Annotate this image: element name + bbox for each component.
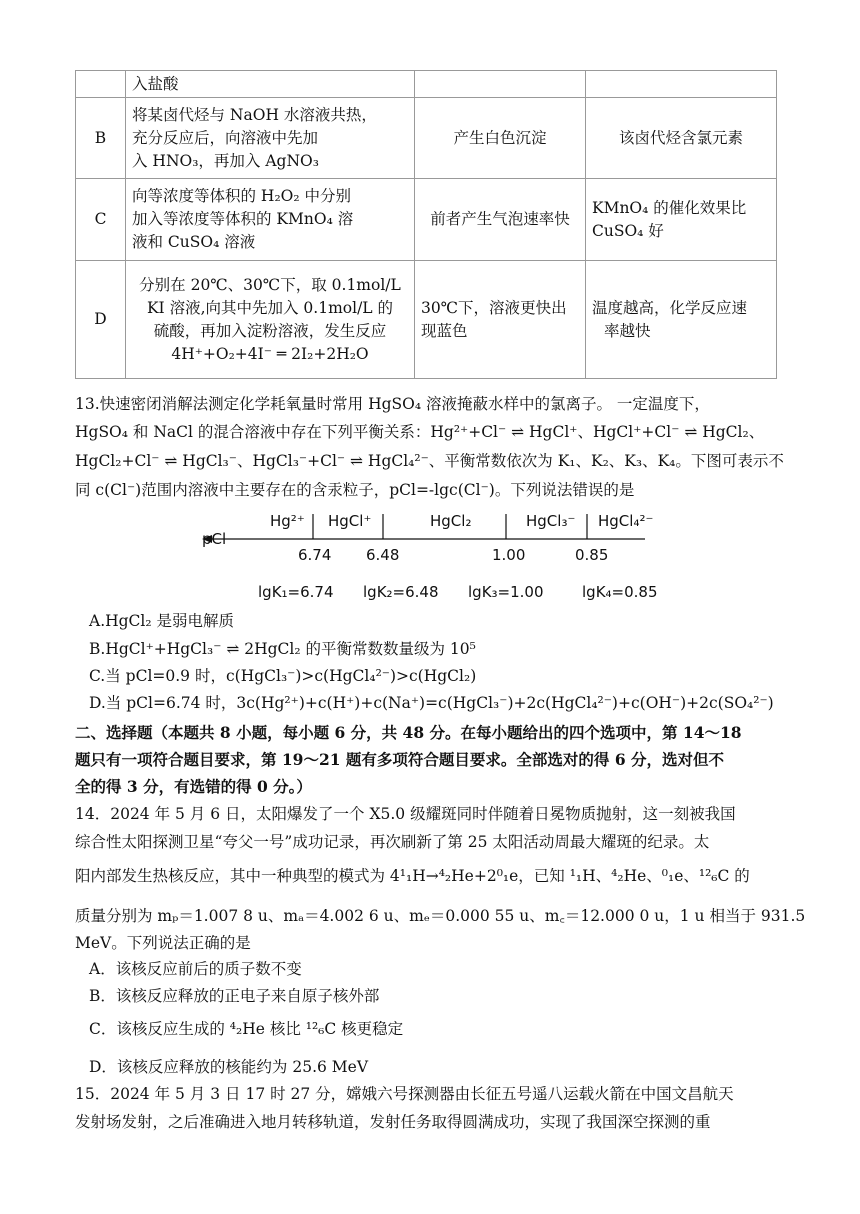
procedure-line: 分别在 20℃、30℃下，取 0.1mol/L	[139, 275, 401, 294]
q14-stem-line: 阳内部发生热核反应，其中一种典型的模式为 4¹₁H→⁴₂He+2⁰₁e，已知 ¹₁H、⁴₂He、⁰₁e、¹²₆C 的	[75, 867, 750, 885]
procedure-line: 向等浓度等体积的 H₂O₂ 中分别	[132, 187, 352, 205]
conclusion-cell: 该卤代烃含氯元素	[586, 98, 777, 179]
species-label: HgCl⁺	[328, 512, 372, 530]
tick-label: 6.48	[366, 546, 400, 564]
table-row	[76, 261, 777, 379]
q14-option: B．该核反应释放的正电子来自原子核外部	[89, 987, 380, 1005]
procedure-line: 入 HNO₃，再加入 AgNO₃	[132, 151, 319, 170]
table-row	[76, 71, 777, 98]
procedure-cell	[126, 179, 415, 261]
phenomenon-cell: 产生白色沉淀	[415, 98, 586, 179]
section-heading: 全的得 3 分，有选错的得 0 分。）	[75, 777, 312, 796]
conclusion-line: 率越快	[604, 321, 651, 340]
lgk-label: lgK₄=0.85	[582, 583, 658, 601]
phenomenon-line: 现蓝色	[421, 321, 468, 340]
table-cell	[76, 71, 126, 98]
phenomenon-cell: 前者产生气泡速率快	[415, 179, 586, 261]
conclusion-line: CuSO₄ 好	[592, 221, 664, 240]
option-label: C	[76, 179, 126, 261]
q15-stem-line: 发射场发射，之后准确进入地月转移轨道，发射任务取得圆满成功，实现了我国深空探测的重	[75, 1113, 711, 1131]
tick-label: 1.00	[492, 546, 526, 564]
procedure-cell	[126, 98, 415, 179]
option-label: B	[76, 98, 126, 179]
q14-option: C．该核反应生成的 ⁴₂He 核比 ¹²₆C 核更稳定	[89, 1020, 404, 1038]
procedure-line: 将某卤代烃与 NaOH 水溶液共热，	[132, 105, 377, 124]
procedure-line: 加入等浓度等体积的 KMnO₄ 溶	[132, 210, 354, 228]
lgk-label: lgK₃=1.00	[468, 583, 544, 601]
table-cell: 入盐酸	[126, 71, 415, 98]
q14-stem-line: 综合性太阳探测卫星“夸父一号”成功记录，再次刷新了第 25 太阳活动周最大耀斑的纪录。太	[75, 833, 710, 851]
q13-stem-line: HgSO₄ 和 NaCl 的混合溶液中存在下列平衡关系：Hg²⁺+Cl⁻ ⇌ HgCl⁺、HgCl⁺+Cl⁻ ⇌ HgCl₂、	[75, 423, 765, 441]
q13-stem-line: HgCl₂+Cl⁻ ⇌ HgCl₃⁻、HgCl₃⁻+Cl⁻ ⇌ HgCl₄²⁻、平衡常数依次为 K₁、K₂、K₃、K₄。下图可表示不	[75, 452, 784, 470]
tick-label: 0.85	[575, 546, 609, 564]
table-row	[76, 179, 777, 261]
lgk-label: lgK₁=6.74	[258, 583, 334, 601]
axis-label: pCl	[202, 530, 227, 548]
phenomenon-line: 30℃下，溶液更快出	[421, 298, 567, 317]
q13-option: B.HgCl⁺+HgCl₃⁻ ⇌ 2HgCl₂ 的平衡常数数量级为 10⁵	[89, 640, 476, 658]
conclusion-cell	[586, 261, 777, 379]
section-heading: 题只有一项符合题目要求，第 19～21 题有多项符合题目要求。全部选对的得 6 分，选对但不	[75, 750, 725, 769]
section-heading: 二、选择题（本题共 8 小题，每小题 6 分，共 48 分。在每小题给出的四个选项中，第 14～18	[75, 723, 742, 742]
phenomenon-cell	[415, 261, 586, 379]
q13-option: C.当 pCl=0.9 时，c(HgCl₃⁻)>c(HgCl₄²⁻)>c(HgCl₂)	[89, 667, 477, 685]
species-label: HgCl₃⁻	[526, 512, 576, 530]
q14-stem-line: 14．2024 年 5 月 6 日，太阳爆发了一个 X5.0 级耀斑同时伴随着日冕物质抛射，这一刻被我国	[75, 805, 736, 823]
table-cell	[586, 71, 777, 98]
conclusion-line: KMnO₄ 的催化效果比	[592, 198, 747, 217]
procedure-cell	[126, 261, 415, 379]
procedure-line: KI 溶液,向其中先加入 0.1mol/L 的	[146, 298, 394, 317]
q15-stem-line: 15．2024 年 5 月 3 日 17 时 27 分，嫦娥六号探测器由长征五号遥八运载火箭在中国文昌航天	[75, 1085, 734, 1103]
species-label: Hg²⁺	[270, 512, 305, 530]
procedure-line: 硫酸，再加入淀粉溶液，发生反应	[153, 321, 387, 340]
table-row	[76, 98, 777, 179]
q14-stem-line: 质量分别为 mₚ＝1.007 8 u、mₐ＝4.002 6 u、mₑ＝0.000 55 u、m꜀＝12.000 0 u，1 u 相当于 931.5	[75, 907, 806, 925]
conclusion-line: 温度越高，化学反应速	[592, 298, 748, 317]
species-label: HgCl₄²⁻	[598, 512, 654, 530]
lgk-label: lgK₂=6.48	[363, 583, 439, 601]
q13-option: D.当 pCl=6.74 时，3c(Hg²⁺)+c(H⁺)+c(Na⁺)=c(HgCl₃⁻)+2c(HgCl₄²⁻)+c(OH⁻)+2c(SO₄²⁻)	[89, 694, 774, 712]
q13-stem-line: 13.快速密闭消解法测定化学耗氧量时常用 HgSO₄ 溶液掩蔽水样中的氯离子。 一定温度下，	[75, 395, 710, 413]
procedure-line: 充分反应后，向溶液中先加	[132, 128, 319, 147]
q13-option: A.HgCl₂ 是弱电解质	[89, 612, 235, 630]
table-cell	[415, 71, 586, 98]
option-label: D	[76, 261, 126, 379]
q13-stem-line: 同 c(Cl⁻)范围内溶液中主要存在的含汞粒子，pCl=-lgc(Cl⁻)。下列说法错误的是	[75, 481, 635, 499]
experiment-table	[75, 70, 777, 379]
tick-label: 6.74	[298, 546, 332, 564]
procedure-line: 液和 CuSO₄ 溶液	[132, 233, 256, 251]
q14-stem-line: MeV。下列说法正确的是	[75, 934, 251, 952]
conclusion-cell	[586, 179, 777, 261]
q14-option: A．该核反应前后的质子数不变	[89, 960, 302, 978]
procedure-line: 4H⁺+O₂+4I⁻ ═ 2I₂+2H₂O	[171, 344, 369, 363]
q14-option: D．该核反应释放的核能约为 25.6 MeV	[89, 1058, 369, 1076]
species-label: HgCl₂	[430, 512, 472, 530]
